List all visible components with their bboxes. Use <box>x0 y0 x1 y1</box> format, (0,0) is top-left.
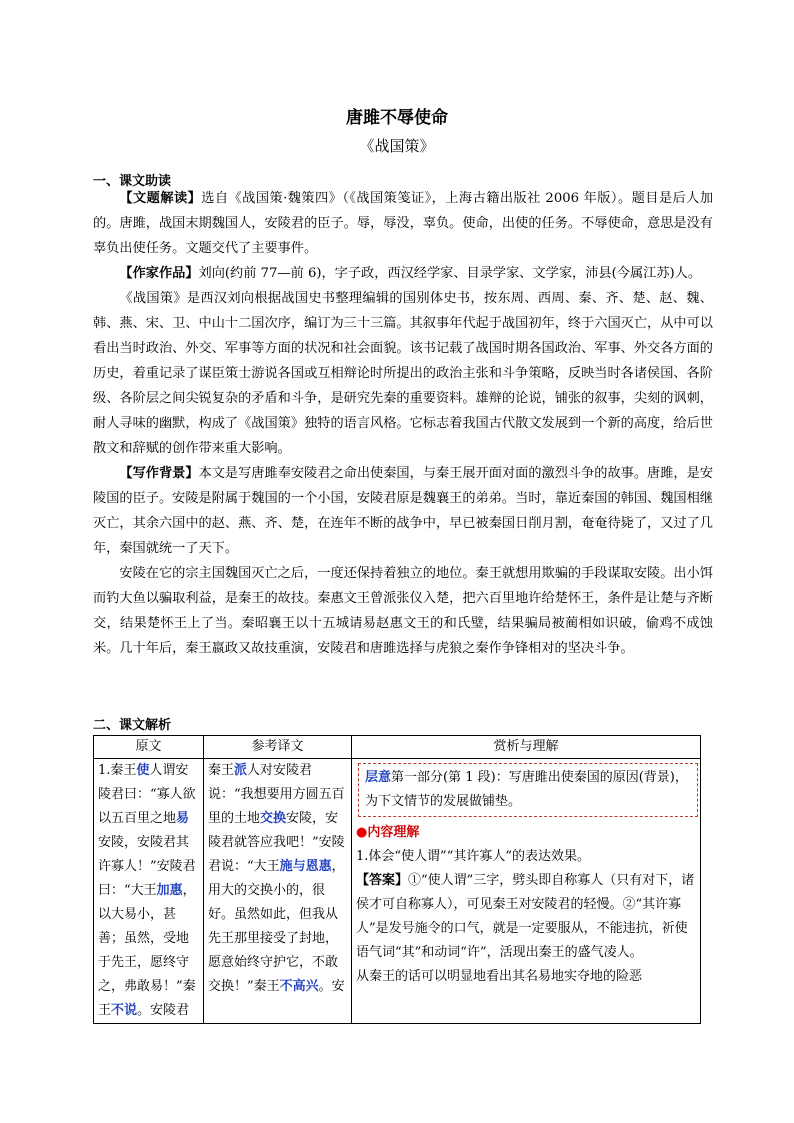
table-row <box>94 759 701 1024</box>
header-translation: 参考译文 <box>204 736 352 759</box>
text-author-works: 刘向(约前 77—前 6)，字子政，西汉经学家、目录学家、文学家，沛县(今属江苏)人。 <box>198 266 702 281</box>
answer-text: ①“使人谓”三字，劈头即自称寡人（只有对下，诸侯才可自称寡人），可见秦王对安陵君的轻慢。②“其许寡人”是发号施令的口气，就是一定要服从，不能违抗，祈使语气词“其”和动词“许”，活现出秦王的盛气凌人。 <box>356 873 695 960</box>
text-title-explanation: 选自《战国策·魏策四》（《战国策笺证》，上海古籍出版社 2006 年版）。题目是后人加的。唐雎，战国末期魏国人，安陵君的臣子。辱，辱没，辜负。使命，出使的任务。不辱使命，意思是没有辜负出使任务。文题交代了主要事件。 <box>93 191 714 256</box>
tag-background: 【写作背景】 <box>119 466 199 481</box>
red-bullet-icon: ● <box>356 825 368 840</box>
paragraph-anling: 安陵在它的宗主国魏国灭亡之后，一度还保持着独立的地位。秦王就想用欺骗的手段谋取安陵。出小饵而钓大鱼以骗取利益，是秦王的故技。秦惠文王曾派张仪入楚，把六百里地许给楚怀王，条件是让楚与齐断交，结果楚怀王上了当。秦昭襄王以十五城请易赵惠文王的和氏璧，结果骗局被蔺相如识破，偷鸡不成蚀米。几十年后，秦王嬴政又故技重演，安陵君和唐雎选择与虎狼之秦作争锋相对的坚决斗争。 <box>93 566 713 656</box>
section-heading-2: 二、课文解析 <box>93 718 172 733</box>
layer-meaning-text: 第一部分(第 1 段)：写唐雎出使秦国的原因(背景)，为下文情节的发展做铺垫。 <box>365 770 688 809</box>
tag-author-works: 【作家作品】 <box>119 266 199 281</box>
table-header-row <box>94 736 701 759</box>
question-1: 1.体会“使人谓”“其许寡人”的表达效果。 <box>356 849 590 864</box>
paragraph-author-works <box>93 261 713 286</box>
tag-title-explanation: 【文题解读】 <box>119 191 202 206</box>
layer-meaning-box <box>358 763 698 817</box>
content-understanding-heading: ●内容理解 <box>356 825 420 840</box>
analysis-tail: 从秦王的话可以明显地看出其名易地实夺地的险恶 <box>356 969 643 984</box>
document-title: 唐雎不辱使命 <box>346 108 448 128</box>
paragraph-title-explanation <box>93 186 713 261</box>
cell-original: 1.秦王使人谓安陵君曰：“寡人欲以五百里之地易安陵，安陵君其许寡人！”安陵君曰：“大王加惠，以大易小，甚善；虽然，受地于先王，愿终守之，弗敢易！”秦王不说。安陵君 <box>94 759 204 1024</box>
text-background: 本文是写唐雎奉安陵君之命出使秦国，与秦王展开面对面的激烈斗争的故事。唐雎，是安陵国的臣子。安陵是附属于魏国的一个小国，安陵君原是魏襄王的弟弟。当时，靠近秦国的韩国、魏国相继灭亡，其余六国中的赵、燕、齐、楚，在连年不断的战争中，早已被秦国日削月割，奄奄待毙了，又过了几年，秦国就统一了天下。 <box>93 466 714 556</box>
layer-meaning-label: 层意 <box>365 770 392 785</box>
paragraph-zhanguoce: 《战国策》是西汉刘向根据战国史书整理编辑的国别体史书，按东周、西周、秦、齐、楚、赵、魏、韩、燕、宋、卫、中山十二国次序，编订为三十三篇。其叙事年代起于战国初年，终于六国灭亡，从中可以看出当时政治、外交、军事等方面的状况和社会面貌。该书记载了战国时期各国政治、军事、外交各方面的历史，着重记录了谋臣策士游说各国或互相辩论时所提出的政治主张和斗争策略，反映当时各诸侯国、各阶级、各阶层之间尖锐复杂的矛盾和斗争，是研究先秦的重要资料。雄辩的论说，铺张的叙事，尖刻的讽刺，耐人寻味的幽默，构成了《战国策》独特的语言风格。它标志着我国古代散文发展到一个新的高度，给后世散文和辞赋的创作带来重大影响。 <box>93 291 713 456</box>
header-original: 原文 <box>94 736 204 759</box>
header-analysis: 赏析与理解 <box>352 736 701 759</box>
answer-1 <box>356 869 696 965</box>
paragraph-background <box>93 461 713 561</box>
cell-analysis <box>352 759 701 1024</box>
document-subtitle: 《战国策》 <box>359 137 435 155</box>
cell-translation: 秦王派人对安陵君说：“我想要用方圆五百里的土地交换安陵，安陵君就答应我吧！”安陵君说：“大王施与恩惠，用大的交换小的，很好。虽然如此，但我从先王那里接受了封地，愿意始终守护它，不敢交换！”秦王不高兴。安 <box>204 759 352 1024</box>
answer-label: 【答案】 <box>356 873 409 888</box>
section-heading-1: 一、课文助读 <box>93 174 172 189</box>
analysis-table <box>93 735 701 1024</box>
section-1-body <box>93 186 713 661</box>
